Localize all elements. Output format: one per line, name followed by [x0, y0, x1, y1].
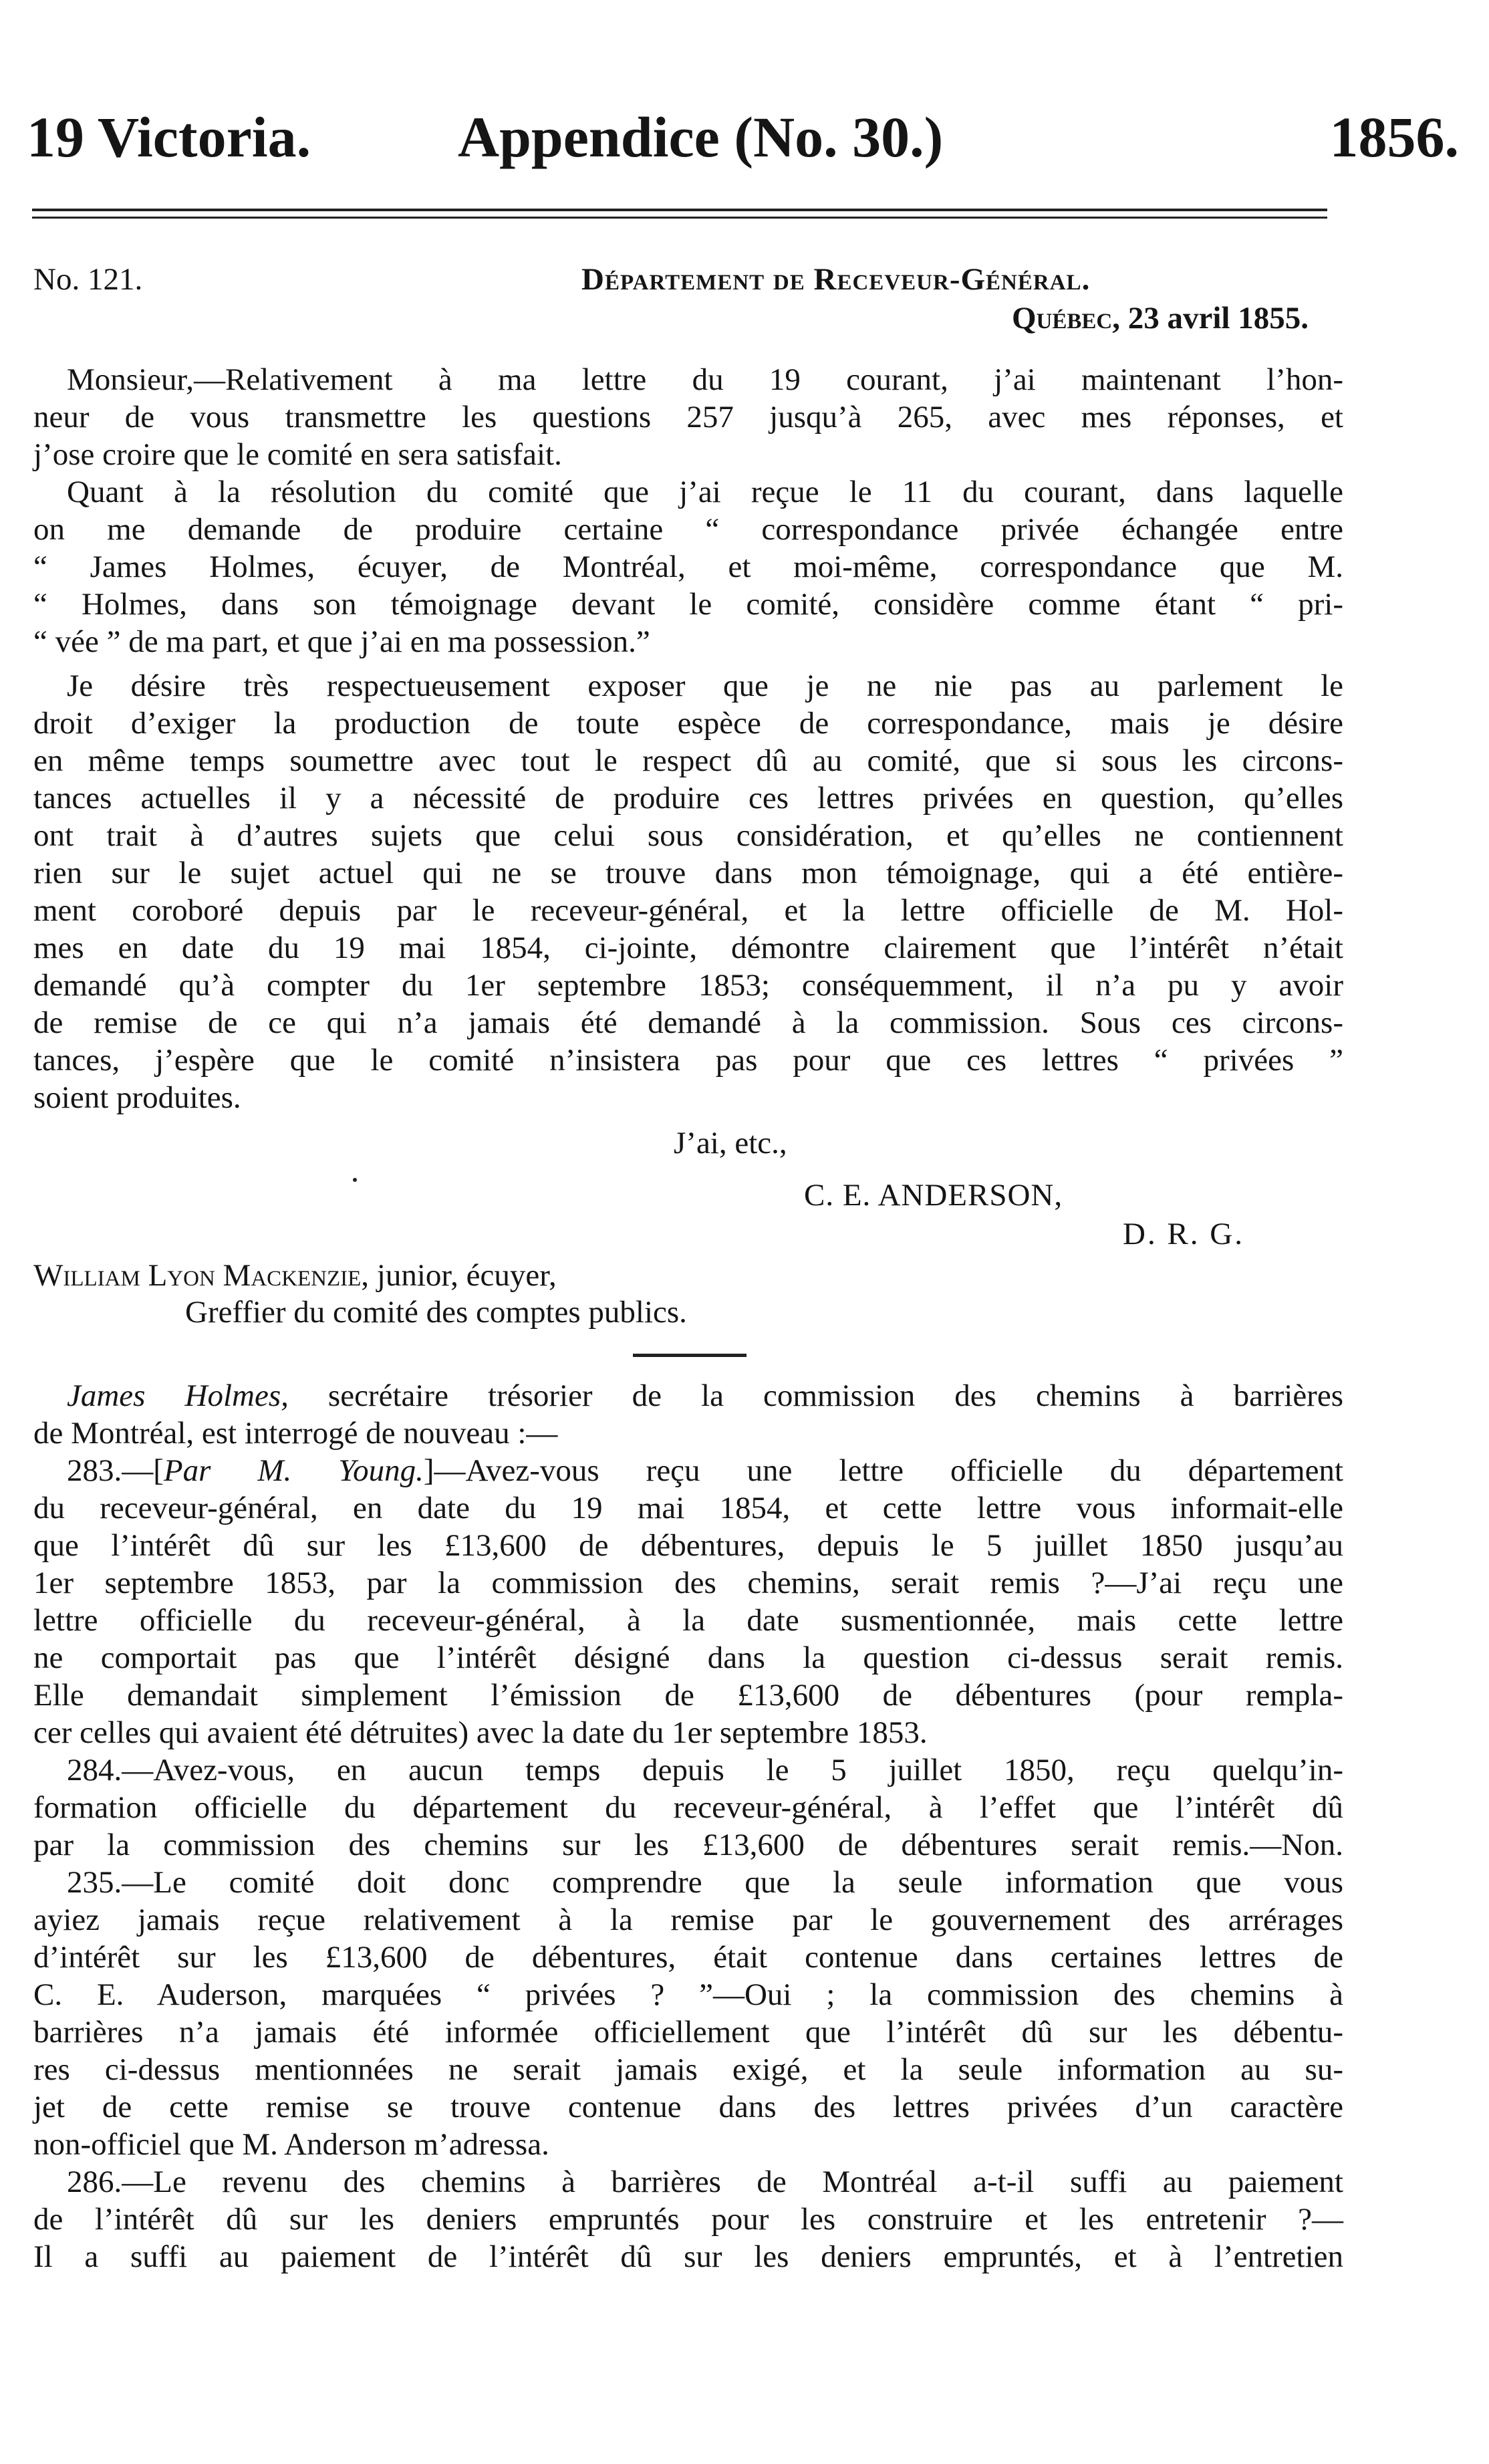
letter-line: Quant à la résolution du comité que j’ai reçue le 11 du courant, dans laquelle	[67, 475, 1343, 509]
testimony-line: ne comportait pas que l’intérêt désigné dans la question ci-dessus serait remis.	[33, 1640, 1343, 1675]
testimony-line: barrières n’a jamais été informée officiellement que l’intérêt dû sur les débentu-	[33, 2015, 1343, 2050]
letter-line: neur de vous transmettre les questions 257 jusqu’à 265, avec mes réponses, et	[33, 400, 1343, 435]
signature-name: C. E. ANDERSON,	[804, 1178, 1063, 1213]
letter-place-date	[1012, 299, 1309, 337]
header-session: 19 Victoria.	[27, 105, 311, 169]
questioner: Par M. Young.	[163, 1453, 424, 1488]
question-text: ]—Avez-vous reçu une lettre officielle du département	[423, 1453, 1343, 1488]
header-rule-top	[32, 209, 1327, 211]
letter-line: ont trait à d’autres sujets que celui sous considération, et qu’elles ne contiennent	[33, 818, 1343, 853]
letter-line: tances, j’espère que le comité n’insistera pas pour que ces lettres “ privées ”	[33, 1043, 1343, 1078]
letter-line: de remise de ce qui n’a jamais été demandé à la commission. Sous ces circons-	[33, 1005, 1343, 1040]
testimony-line: de Montréal, est interrogé de nouveau :—	[33, 1416, 558, 1451]
letter-line: demandé qu’à compter du 1er septembre 1853; conséquemment, il n’a pu y avoir	[33, 968, 1343, 1003]
letter-line: mes en date du 19 mai 1854, ci-jointe, démontre clairement que l’intérêt n’était	[33, 931, 1343, 965]
header-appendix: Appendice (No. 30.)	[458, 105, 944, 169]
question-283	[67, 1452, 1343, 1489]
testimony-line: 235.—Le comité doit donc comprendre que la seule information que vous	[67, 1865, 1343, 1900]
testimony-line: du receveur-général, en date du 19 mai 1854, et cette lettre vous informait-elle	[33, 1491, 1343, 1525]
addressee-name: William Lyon Mackenzie,	[33, 1258, 370, 1293]
letter-line: Je désire très respectueusement exposer que je ne nie pas au parlement le	[67, 668, 1343, 703]
addressee-title: junior, écuyer,	[369, 1258, 557, 1293]
letter-line: soient produites.	[33, 1080, 241, 1115]
letter-line: on me demande de produire certaine “ correspondance privée échangée entre	[33, 512, 1343, 547]
letter-line: “ James Holmes, écuyer, de Montréal, et moi-même, correspondance que M.	[33, 549, 1343, 584]
testimony-line: res ci-dessus mentionnées ne serait jamais exigé, et la seule information au su-	[33, 2052, 1343, 2087]
letter-department: Département de Receveur-Général.	[581, 262, 1091, 297]
witness-name: James Holmes,	[67, 1378, 289, 1413]
letter-line: rien sur le sujet actuel qui ne se trouve dans mon témoignage, qui a été entière-	[33, 856, 1343, 890]
header-year: 1856.	[1329, 105, 1459, 169]
letter-line: droit d’exiger la production de toute espèce de correspondance, mais je désire	[33, 706, 1343, 741]
testimony-line: 284.—Avez-vous, en aucun temps depuis le 5 juillet 1850, reçu quelqu’in-	[67, 1753, 1343, 1788]
letter-line: en même temps soumettre avec tout le respect dû au comité, que si sous les circons-	[33, 743, 1343, 778]
testimony-line: par la commission des chemins sur les £13,600 de débentures serait remis.—Non.	[33, 1828, 1343, 1862]
letter-line: “ Holmes, dans son témoignage devant le comité, considère comme étant “ pri-	[33, 587, 1343, 622]
letter-line: tances actuelles il y a nécessité de produire ces lettres privées en question, qu’elles	[33, 781, 1343, 816]
testimony-line: non-officiel que M. Anderson m’adressa.	[33, 2127, 549, 2162]
testimony-line: que l’intérêt dû sur les £13,600 de débentures, depuis le 5 juillet 1850 jusqu’au	[33, 1528, 1343, 1563]
section-divider	[633, 1354, 747, 1357]
testimony-line: 1er septembre 1853, par la commission des chemins, serait remis ?—J’ai reçu une	[33, 1566, 1343, 1600]
letter-line: Monsieur,—Relativement à ma lettre du 19 courant, j’ai maintenant l’hon-	[67, 362, 1343, 397]
addressee-role: Greffier du comité des comptes publics.	[185, 1295, 687, 1330]
addressee	[33, 1257, 557, 1294]
letter-date: 23 avril 1855.	[1127, 301, 1309, 336]
signature-title: D. R. G.	[1123, 1217, 1244, 1251]
testimony-line: cer celles qui avaient été détruites) avec la date du 1er septembre 1853.	[33, 1715, 928, 1750]
witness-description: secrétaire trésorier de la commission des chemins à barrières	[288, 1378, 1343, 1413]
testimony-line: Il a suffi au paiement de l’intérêt dû sur les deniers empruntés, et à l’entretien	[33, 2239, 1343, 2274]
stray-dot	[353, 1178, 357, 1182]
letter-place: Québec,	[1012, 301, 1121, 336]
testimony-line: formation officielle du département du receveur-général, à l’effet que l’intérêt dû	[33, 1790, 1343, 1825]
testimony-line: 286.—Le revenu des chemins à barrières de Montréal a-t-il suffi au paiement	[67, 2165, 1343, 2199]
question-number: 283.—[	[67, 1453, 164, 1488]
running-header	[27, 100, 1459, 180]
testimony-intro	[67, 1377, 1343, 1414]
testimony-line: de l’intérêt dû sur les deniers empruntés pour les construire et les entretenir ?—	[33, 2202, 1343, 2237]
letter-closing: J’ai, etc.,	[674, 1126, 787, 1160]
letter-line: ment coroboré depuis par le receveur-général, et la lettre officielle de M. Hol-	[33, 893, 1343, 928]
testimony-line: ayiez jamais reçue relativement à la remise par le gouvernement des arrérages	[33, 1902, 1343, 1937]
testimony-line: d’intérêt sur les £13,600 de débentures, était contenue dans certaines lettres de	[33, 1940, 1343, 1975]
letter-number: No. 121.	[33, 262, 143, 297]
header-rule-bottom	[32, 217, 1327, 219]
letter-line: “ vée ” de ma part, et que j’ai en ma possession.”	[33, 624, 650, 659]
testimony-line: C. E. Auderson, marquées “ privées ? ”—Oui ; la commission des chemins à	[33, 1977, 1343, 2012]
testimony-line: jet de cette remise se trouve contenue dans des lettres privées d’un caractère	[33, 2090, 1343, 2124]
testimony-line: Elle demandait simplement l’émission de £13,600 de débentures (pour rempla-	[33, 1678, 1343, 1713]
letter-line: j’ose croire que le comité en sera satisfait.	[33, 437, 562, 472]
testimony-line: lettre officielle du receveur-général, à la date susmentionnée, mais cette lettre	[33, 1603, 1343, 1638]
